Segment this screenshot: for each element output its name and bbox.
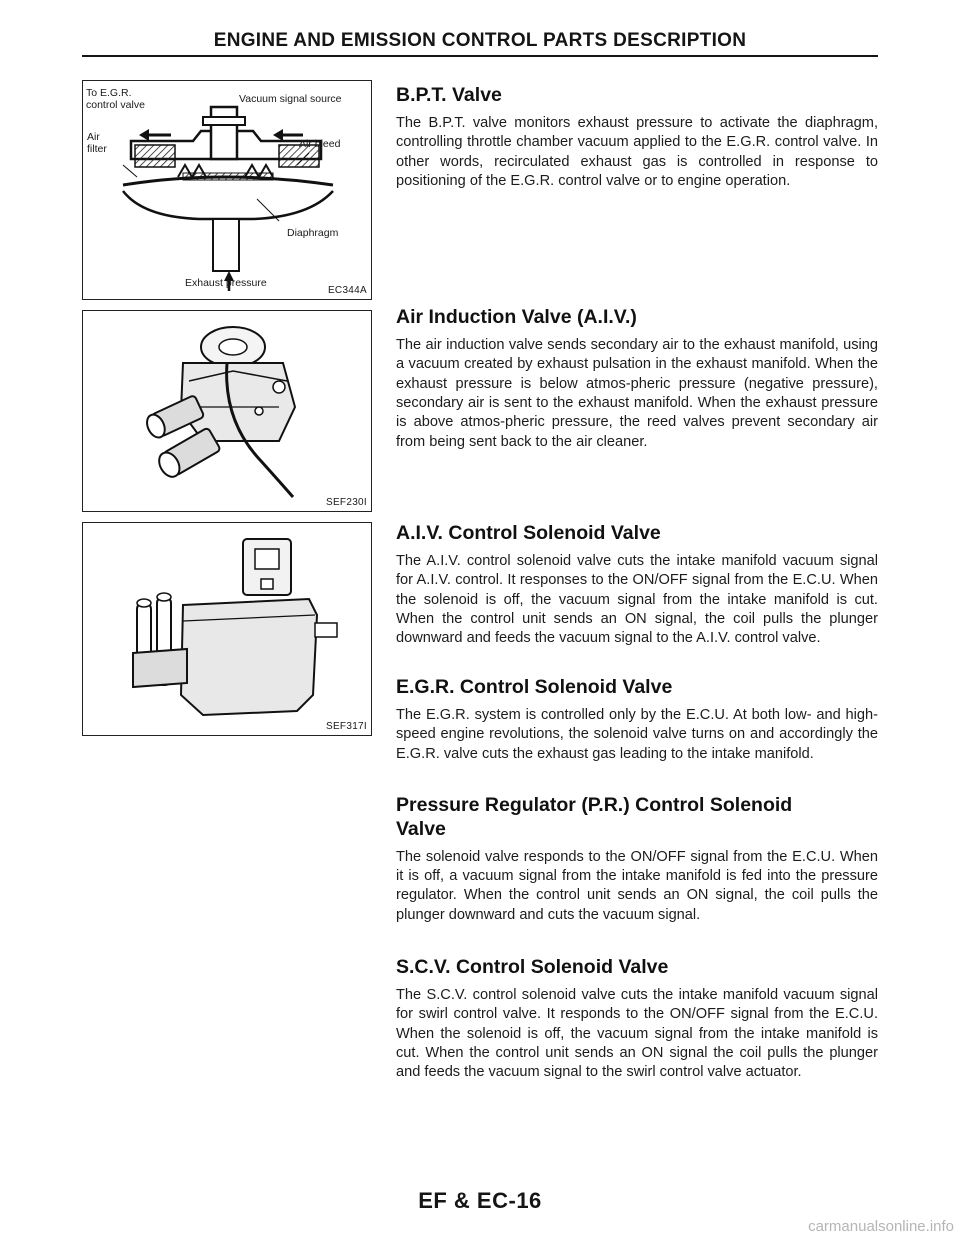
page-number: EF & EC-16 [418,1188,542,1213]
section-heading: Air Induction Valve (A.I.V.) [396,306,637,328]
watermark: carmanualsonline.info [808,1218,954,1235]
bpt-valve-figure [82,80,372,300]
page-title: ENGINE AND EMISSION CONTROL PARTS DESCRIPTION [213,30,747,51]
label-diaphragm: Diaphragm [287,227,339,239]
header-divider [82,55,878,57]
label-to-egr: To E.G.R. control valve [86,87,145,112]
section-air-induction-valve [396,306,878,452]
section-heading: A.I.V. Control Solenoid Valve [396,522,661,544]
section-body: The B.P.T. valve monitors exhaust pressure to activate the diaphragm, controlling throttle chamber vacuum applied to the E.G.R. control valve. In other words, recirculated exhaust gas is controlled in response to positioning of the E.G.R. control valve or to engine operation. [396,114,878,189]
section-body: The air induction valve sends secondary air to the exhaust manifold, using a vacuum created by exhaust pulsation in the exhaust manifold. When the exhaust pressure is below atmos-pheric pressure (negative pressure), secondary air is sent to the exhaust manifold. When the exhaust pressure is above atmos-pheric pressure, the reed valves prevent secondary air from being sent back to the air cleaner. [396,336,878,450]
solenoid-illustration [83,523,371,735]
aiv-figure [82,310,372,512]
label-air-filter: Air filter [87,131,107,156]
figure-code: EC344A [327,285,367,296]
section-heading: E.G.R. Control Solenoid Valve [396,676,673,698]
solenoid-valve-figure [82,522,372,736]
figure-code: SEF317I [325,721,367,732]
section-heading: S.C.V. Control Solenoid Valve [396,956,669,978]
bpt-valve-diagram [83,81,371,299]
figure-code: SEF230I [325,497,367,508]
aiv-illustration [83,311,371,511]
section-body: The A.I.V. control solenoid valve cuts the intake manifold vacuum signal for A.I.V. control. It responses to the ON/OFF signal from the E.C.U. When the solenoid is off, the vacuum signal from the intake manifold is cut. When the control unit sends an ON signal, the coil pulls the plunger downward and feeds the vacuum signal to the A.I.V. control valve. [396,552,878,647]
section-body: The solenoid valve responds to the ON/OFF signal from the E.C.U. When it is off, a vacuum signal from the intake manifold is fed into the pressure regulator. When the control unit sends an ON signal, the coil pulls the plunger downward and cuts the vacuum signal. [396,848,878,923]
section-body: The E.G.R. system is controlled only by the E.C.U. At both low- and high-speed engine revolutions, the solenoid valve turns on and accordingly the E.G.R. valve cuts the exhaust gas leading to the intake manifold. [396,706,878,762]
section-aiv-control-solenoid [396,522,878,649]
section-body: The S.C.V. control solenoid valve cuts the intake manifold vacuum signal for swirl control valve. It responds to the ON/OFF signal from the E.C.U. When the solenoid is off, the vacuum signal from the intake manifold is cut. When the control unit sends an ON signal the coil pulls the plunger and feeds the vacuum signal to the swirl control valve actuator. [396,986,878,1081]
section-bpt-valve [396,84,878,191]
section-pressure-regulator-solenoid [396,794,878,925]
label-air-bleed: Air bleed [299,138,341,150]
section-heading: Pressure Regulator (P.R.) Control Solenoid Valve [396,794,793,840]
section-scv-control-solenoid [396,956,878,1083]
section-egr-control-solenoid [396,676,878,764]
label-exhaust-pressure: Exhaust pressure [185,277,267,289]
section-heading: B.P.T. Valve [396,84,502,106]
label-vacuum-source: Vacuum signal source [239,93,342,105]
